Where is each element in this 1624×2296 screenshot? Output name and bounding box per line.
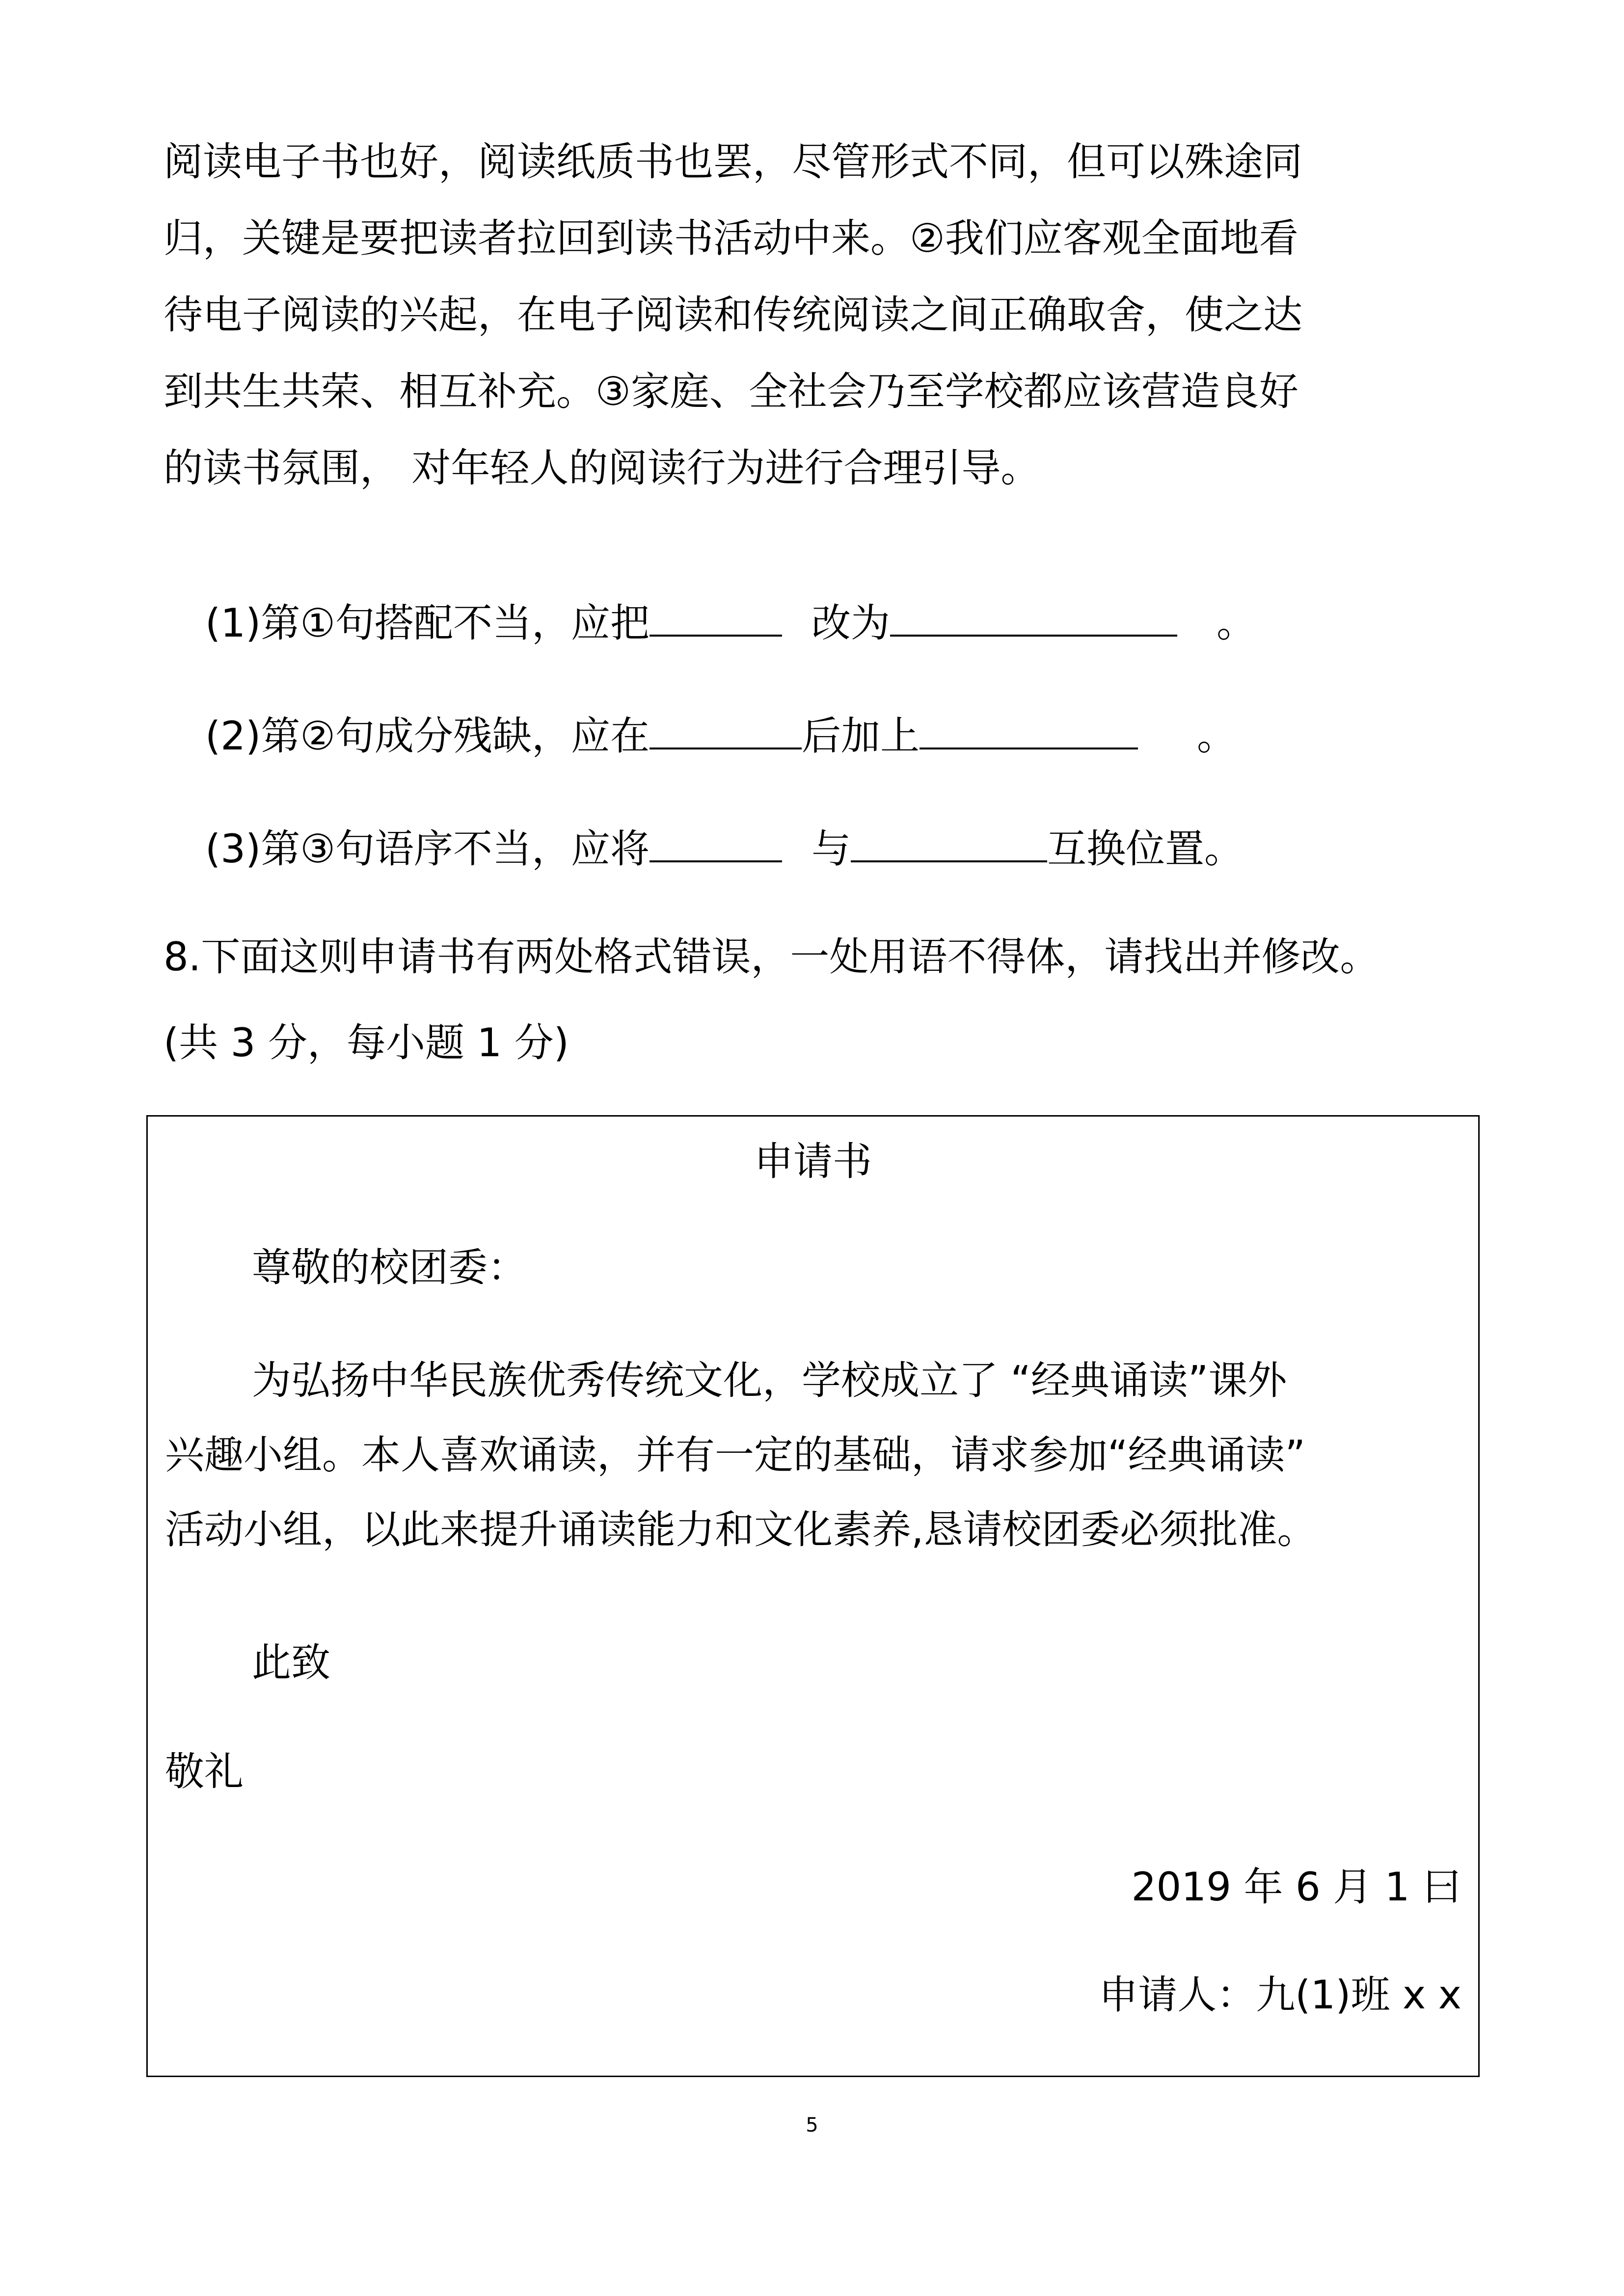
subquestion-1-prefix: (1)第①句搭配不当，应把	[205, 600, 650, 646]
subquestion-3-end: 互换位置。	[1047, 826, 1244, 872]
subquestion-2	[205, 712, 1236, 761]
page-number: 5	[806, 2114, 818, 2136]
subquestion-1-end: 。	[1217, 600, 1256, 646]
subquestion-3-middle: 与	[812, 826, 851, 872]
letter-title: 申请书	[754, 1139, 872, 1184]
letter-closing-cizhi: 此致	[252, 1640, 330, 1685]
subquestion-2-middle: 后加上	[802, 713, 920, 759]
letter-body-line-1: 为弘扬中华民族优秀传统文化，学校成立了 “经典诵读”课外	[252, 1358, 1287, 1403]
passage-line-4: 到共生共荣、相互补充。③家庭、全社会乃至学校都应该营造良好	[163, 369, 1299, 414]
answer-blank-2b[interactable]	[920, 713, 1138, 749]
letter-body-line-3: 活动小组，以此来提升诵读能力和文化素养,恳请校团委必须批准。	[165, 1507, 1317, 1552]
question-8-score: (共 3 分，每小题 1 分)	[163, 1020, 569, 1066]
letter-closing-jingli: 敬礼	[165, 1749, 244, 1794]
subquestion-1-middle: 改为	[812, 600, 891, 646]
letter-salutation: 尊敬的校团委：	[252, 1245, 527, 1290]
subquestion-2-prefix: (2)第②句成分残缺，应在	[205, 713, 650, 759]
passage-line-5: 的读书氛围， 对年轻人的阅读行为进行合理引导。	[163, 445, 1040, 491]
passage-line-2: 归，关键是要把读者拉回到读书活动中来。②我们应客观全面地看	[163, 215, 1299, 261]
passage-line-3: 待电子阅读的兴起，在电子阅读和传统阅读之间正确取舍，使之达	[163, 292, 1302, 338]
passage-line-1: 阅读电子书也好，阅读纸质书也罢，尽管形式不同，但可以殊途同	[163, 139, 1302, 185]
letter-date: 2019 年 6 月 1 曰	[1131, 1864, 1462, 1910]
answer-blank-3a[interactable]	[650, 826, 782, 862]
application-letter-box	[146, 1115, 1480, 2077]
letter-signature: 申请人：九(1)班 x x	[1099, 1972, 1462, 2018]
letter-body-line-2: 兴趣小组。本人喜欢诵读，并有一定的基础，请求参加“经典诵读”	[165, 1432, 1305, 1478]
answer-blank-3b[interactable]	[851, 826, 1047, 862]
subquestion-2-end: 。	[1197, 713, 1237, 759]
question-8-prompt: 8.下面这则申请书有两处格式错误，一处用语不得体，请找出并修改。	[163, 934, 1380, 980]
answer-blank-1a[interactable]	[650, 600, 782, 637]
subquestion-3	[205, 825, 1244, 874]
answer-blank-1b[interactable]	[890, 600, 1177, 637]
subquestion-3-prefix: (3)第③句语序不当，应将	[205, 826, 650, 872]
subquestion-1	[205, 599, 1256, 648]
answer-blank-2a[interactable]	[650, 713, 802, 749]
